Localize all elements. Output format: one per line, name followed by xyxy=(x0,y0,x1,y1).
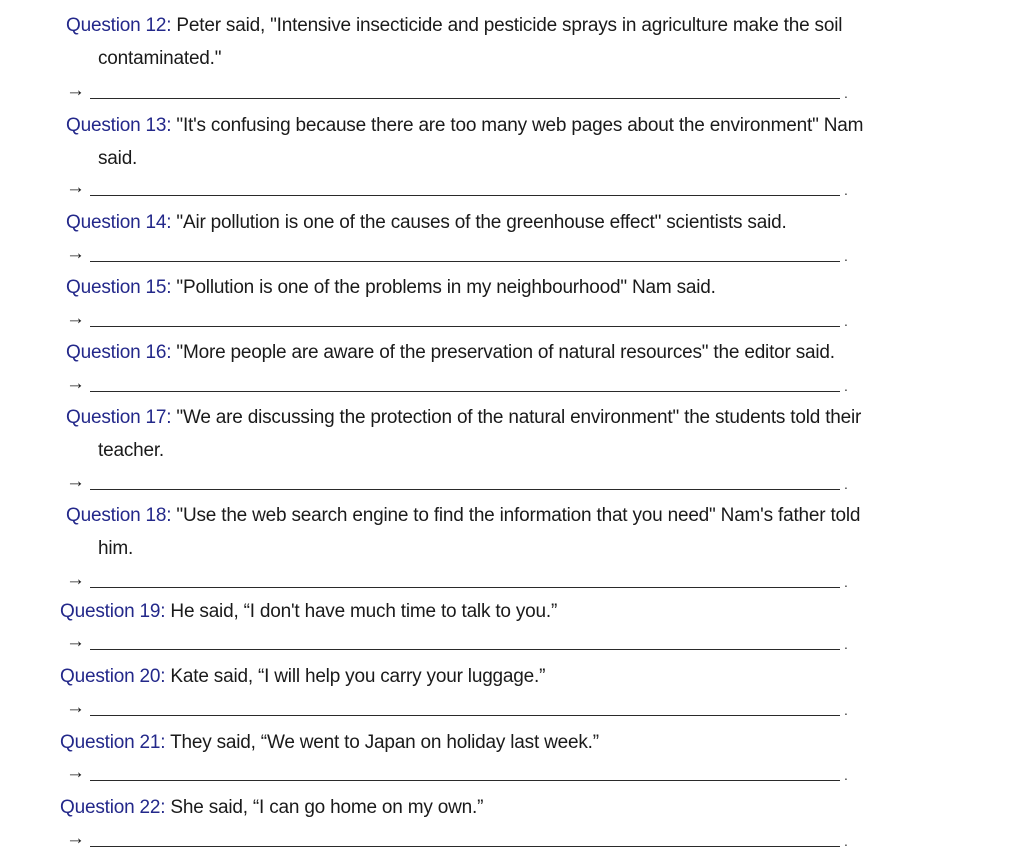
end-mark: . xyxy=(844,767,848,783)
question-14 xyxy=(66,206,787,239)
question-text: He said, “I don't have much time to talk to you.” xyxy=(165,601,558,622)
question-text-continued: him. xyxy=(98,538,134,559)
question-text: "It's confusing because there are too many web pages about the environment" Nam xyxy=(171,115,864,136)
answer-blank[interactable] xyxy=(90,715,840,716)
answer-blank[interactable] xyxy=(90,587,840,588)
end-mark: . xyxy=(844,378,848,394)
end-mark: . xyxy=(844,313,848,329)
answer-blank[interactable] xyxy=(90,846,840,847)
end-mark: . xyxy=(844,182,848,198)
arrow-icon: → xyxy=(66,177,85,198)
question-label: Question 15: xyxy=(66,277,172,298)
answer-blank[interactable] xyxy=(90,780,840,781)
arrow-icon: → xyxy=(66,308,85,329)
question-label: Question 18: xyxy=(66,505,172,526)
arrow-icon: → xyxy=(66,471,85,492)
arrow-icon: → xyxy=(66,80,85,101)
end-mark: . xyxy=(844,85,848,101)
question-text: "Use the web search engine to find the information that you need" Nam's father told xyxy=(171,505,861,526)
question-12 xyxy=(66,9,842,75)
question-text: She said, “I can go home on my own.” xyxy=(165,797,484,818)
answer-row-22 xyxy=(66,828,856,851)
end-mark: . xyxy=(844,248,848,264)
answer-row-21 xyxy=(66,762,856,785)
end-mark: . xyxy=(844,574,848,590)
question-label: Question 22: xyxy=(60,797,166,818)
answer-row-17 xyxy=(66,471,856,494)
answer-row-18 xyxy=(66,569,856,592)
question-text-continued: contaminated." xyxy=(98,48,222,69)
question-label: Question 21: xyxy=(60,732,166,753)
question-label: Question 13: xyxy=(66,115,172,136)
question-19 xyxy=(60,595,557,628)
answer-row-20 xyxy=(66,697,856,720)
question-label: Question 17: xyxy=(66,407,172,428)
question-text: "More people are aware of the preservation of natural resources" the editor said. xyxy=(171,342,835,363)
question-label: Question 19: xyxy=(60,601,166,622)
arrow-icon: → xyxy=(66,243,85,264)
arrow-icon: → xyxy=(66,569,85,590)
question-text-continued: teacher. xyxy=(98,440,165,461)
arrow-icon: → xyxy=(66,762,85,783)
question-18 xyxy=(66,499,860,565)
question-text: "We are discussing the protection of the natural environment" the students told their xyxy=(171,407,862,428)
question-text: "Air pollution is one of the causes of the greenhouse effect" scientists said. xyxy=(171,212,787,233)
arrow-icon: → xyxy=(66,373,85,394)
answer-blank[interactable] xyxy=(90,195,840,196)
answer-row-14 xyxy=(66,243,856,266)
end-mark: . xyxy=(844,833,848,849)
answer-blank[interactable] xyxy=(90,391,840,392)
question-label: Question 20: xyxy=(60,666,166,687)
answer-row-12 xyxy=(66,80,856,103)
arrow-icon: → xyxy=(66,828,85,849)
answer-row-15 xyxy=(66,308,856,331)
answer-blank[interactable] xyxy=(90,489,840,490)
question-text: Peter said, "Intensive insecticide and pesticide sprays in agriculture make the soil xyxy=(171,15,843,36)
answer-row-16 xyxy=(66,373,856,396)
question-13 xyxy=(66,109,863,175)
question-17 xyxy=(66,401,861,467)
question-text: "Pollution is one of the problems in my neighbourhood" Nam said. xyxy=(171,277,716,298)
question-text: Kate said, “I will help you carry your luggage.” xyxy=(165,666,546,687)
answer-blank[interactable] xyxy=(90,649,840,650)
question-21 xyxy=(60,726,599,759)
question-16 xyxy=(66,336,835,369)
answer-blank[interactable] xyxy=(90,326,840,327)
question-label: Question 14: xyxy=(66,212,172,233)
question-20 xyxy=(60,660,545,693)
end-mark: . xyxy=(844,636,848,652)
question-15 xyxy=(66,271,716,304)
question-label: Question 12: xyxy=(66,15,172,36)
question-22 xyxy=(60,791,483,824)
answer-blank[interactable] xyxy=(90,261,840,262)
answer-row-13 xyxy=(66,177,856,200)
question-text-continued: said. xyxy=(98,148,138,169)
question-label: Question 16: xyxy=(66,342,172,363)
end-mark: . xyxy=(844,702,848,718)
end-mark: . xyxy=(844,476,848,492)
answer-row-19 xyxy=(66,631,856,654)
answer-blank[interactable] xyxy=(90,98,840,99)
question-text: They said, “We went to Japan on holiday last week.” xyxy=(165,732,599,753)
arrow-icon: → xyxy=(66,631,85,652)
arrow-icon: → xyxy=(66,697,85,718)
